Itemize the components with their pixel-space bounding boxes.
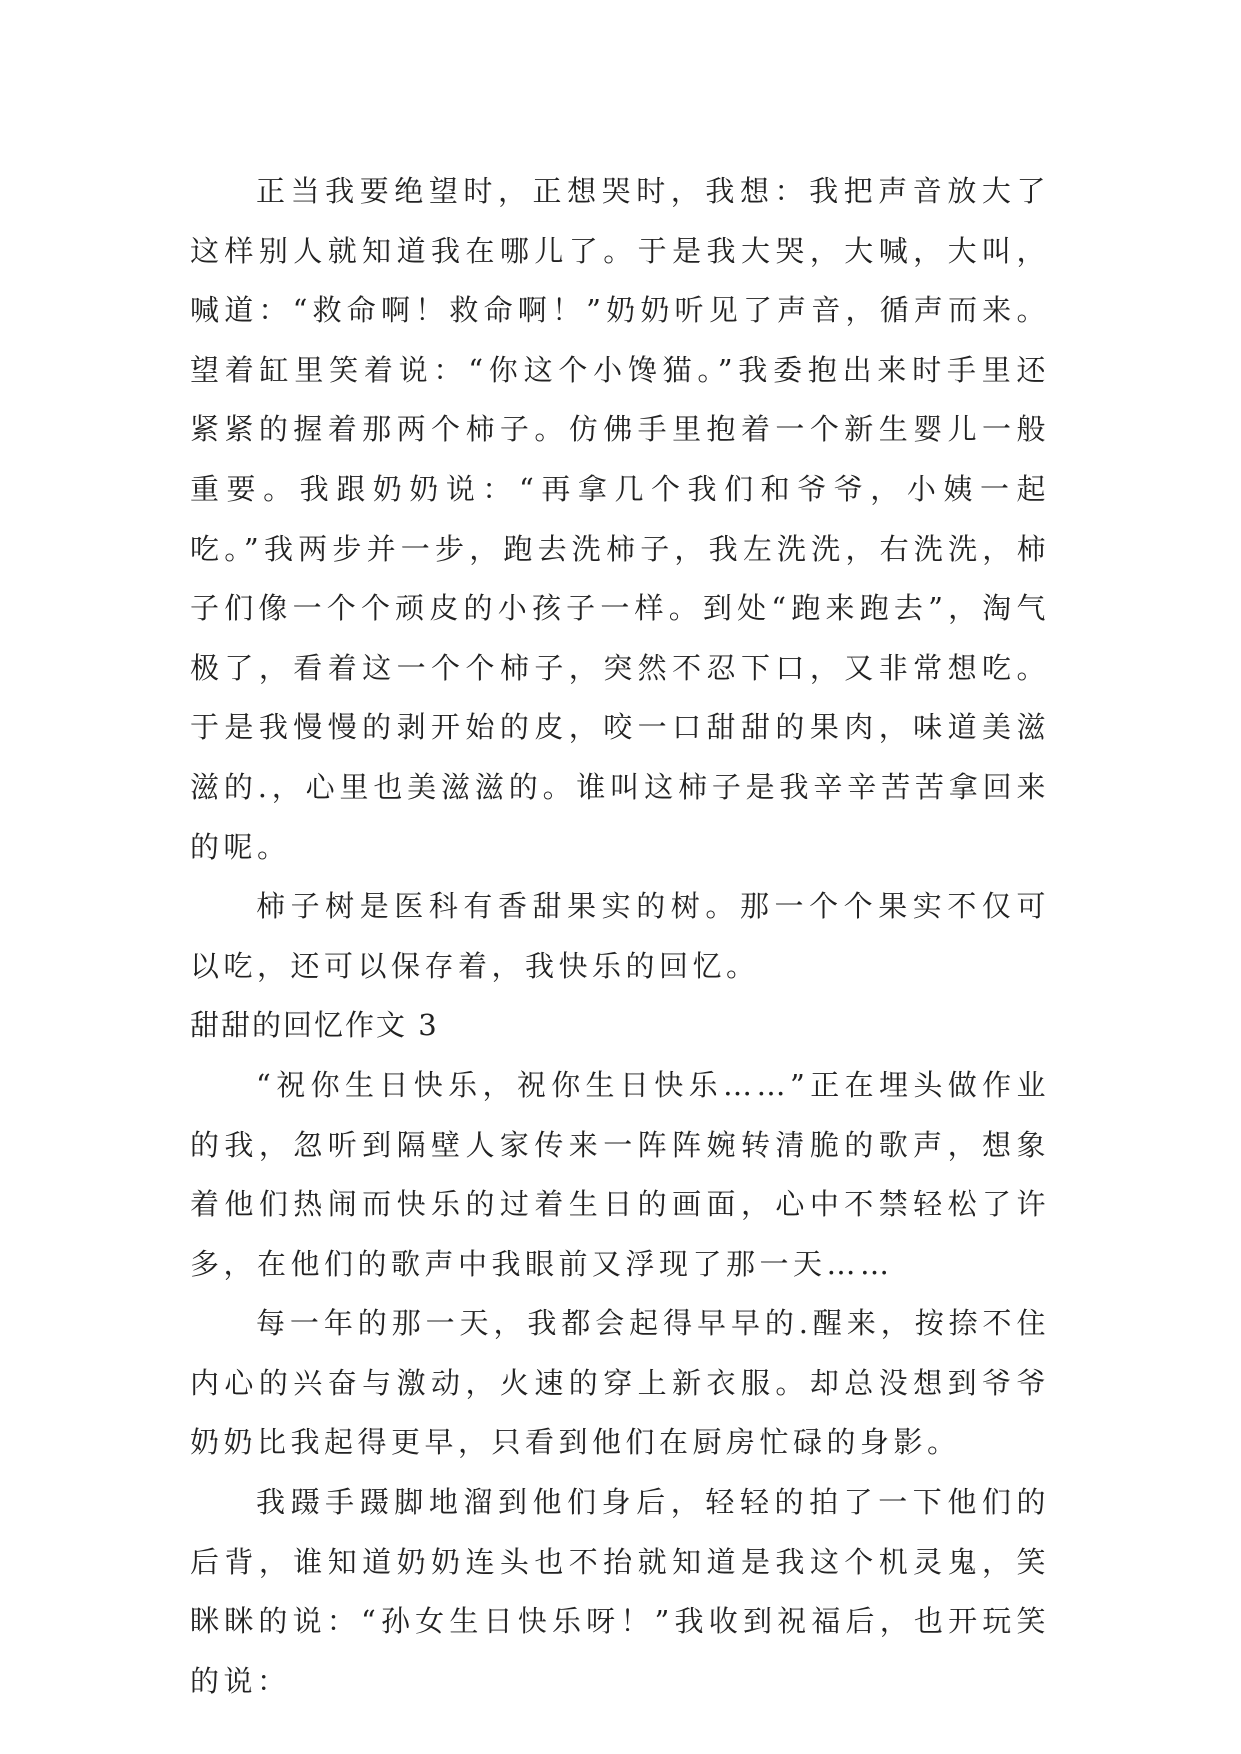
document-body (190, 162, 1050, 1711)
paragraph-rescue: 正当我要绝望时，正想哭时，我想：我把声音放大了这样别人就知道我在哪儿了。于是我大哭，大喊，大叫，喊道：“救命啊！救命啊！”奶奶听见了声音，循声而来。望着缸里笑着说：“你这个小馋猫。”我委抱出来时手里还紧紧的握着那两个柿子。仿佛手里抱着一个新生婴儿一般重要。我跟奶奶说：“再拿几个我们和爷爷，小姨一起吃。”我两步并一步，跑去洗柿子，我左洗洗，右洗洗，柿子们像一个个顽皮的小孩子一样。到处“跑来跑去”，淘气极了，看着这一个个柿子，突然不忍下口，又非常想吃。于是我慢慢的剥开始的皮，咬一口甜甜的果肉，味道美滋滋的.，心里也美滋滋的。谁叫这柿子是我辛辛苦苦拿回来的呢。 (190, 174, 1050, 864)
paragraph-grandma-greeting: 我蹑手蹑脚地溜到他们身后，轻轻的拍了一下他们的后背，谁知道奶奶连头也不抬就知道是我这个机灵鬼，笑眯眯的说：“孙女生日快乐呀！”我收到祝福后，也开玩笑的说： (190, 1485, 1050, 1698)
paragraph-persimmon-tree: 柿子树是医科有香甜果实的树。那一个个果实不仅可以吃，还可以保存着，我快乐的回忆。 (190, 889, 1050, 983)
paragraph-morning: 每一年的那一天，我都会起得早早的.醒来，按捺不住内心的兴奋与激动，火速的穿上新衣服。却总没想到爷爷奶奶比我起得更早，只看到他们在厨房忙碌的身影。 (190, 1306, 1050, 1460)
paragraph-birthday-song: “祝你生日快乐，祝你生日快乐……”正在埋头做作业的我，忽听到隔壁人家传来一阵阵婉转清脆的歌声，想象着他们热闹而快乐的过着生日的画面，心中不禁轻松了许多，在他们的歌声中我眼前又浮现了那一天…… (190, 1067, 1050, 1281)
section-heading: 甜甜的回忆作文 3 (190, 1008, 439, 1043)
